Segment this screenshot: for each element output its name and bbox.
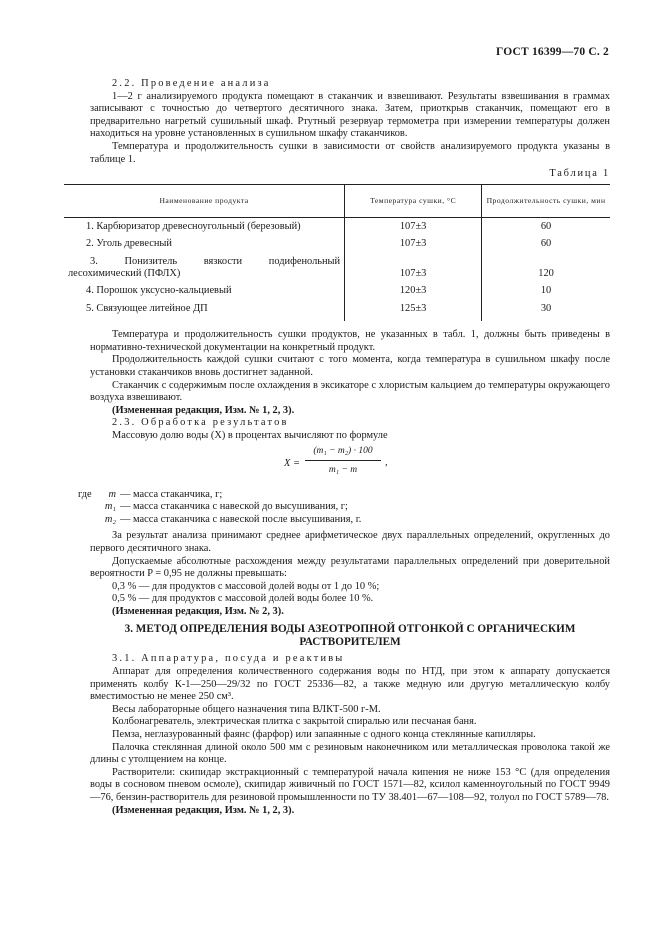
paragraph: Растворители: скипидар экстракционный с температурой начала кипения не ниже 153 °С (для определения воды в сосновом пневом осмоле), скипидар живичный по ГОСТ 1571—82, ксилол каменноугольный по ГОСТ 9949—76, бензин-растворитель для резиновой промышленности по ТУ 38.401—67—108—92, толуол по ГОСТ 5789—78.: [90, 766, 610, 803]
formula-denominator: m₁ − m: [328, 465, 358, 476]
paragraph: Весы лабораторные общего назначения типа ВЛКТ-500 г-М.: [112, 703, 381, 715]
duration-cell: 10: [482, 282, 610, 299]
amendment-note: (Измененная редакция, Изм. № 1, 2, 3).: [112, 804, 295, 816]
formula-fraction: [305, 445, 381, 477]
paragraph: Пемза, неглазурованный фаянс (фарфор) или запаянные с одного конца стеклянные капилляры.: [112, 729, 536, 741]
definition-symbol: m: [108, 488, 116, 500]
table-header-row: [64, 184, 610, 217]
definition-row: [78, 488, 610, 502]
definition-text: — масса стаканчика с навеской до высушивания, г;: [120, 501, 348, 513]
temperature-cell: 107±3: [345, 235, 482, 252]
table-row: [64, 300, 610, 321]
definition-symbol: m₁: [104, 501, 116, 513]
table-row: [64, 235, 610, 252]
paragraph: Стаканчик с содержимым после охлаждения в эксикаторе с хлористым кальцием до температуры окружающего воздуха взвешивают.: [90, 379, 610, 404]
table-header-cell: Температура сушки, °С: [345, 184, 482, 217]
section-3-title: 3. МЕТОД ОПРЕДЕЛЕНИЯ ВОДЫ АЗЕОТРОПНОЙ ОТГОНКОЙ С ОРГАНИЧЕСКИМ РАСТВОРИТЕЛЕМ: [124, 623, 576, 649]
table-header-cell: Наименование продукта: [64, 184, 345, 217]
product-name-cell: 3. Понизитель вязкости подифенольный лесохимический (ПФЛХ): [68, 255, 341, 279]
duration-cell: 120: [482, 253, 610, 283]
temperature-cell: 125±3: [345, 300, 482, 321]
water-fraction-formula: [90, 445, 610, 487]
formula-lhs: X =: [284, 457, 300, 469]
temperature-cell: 120±3: [345, 282, 482, 299]
product-name-cell: 2. Уголь древесный: [86, 238, 172, 250]
amendment-note: (Измененная редакция, Изм. № 1, 2, 3).: [112, 404, 295, 416]
section-2-3-title: 2.3. Обработка результатов: [112, 417, 289, 429]
list-item: 0,3 % — для продуктов с массовой долей воды от 1 до 10 %;: [112, 580, 380, 592]
definition-row: [90, 514, 610, 527]
product-name-cell: 4. Порошок уксусно-кальциевый: [86, 285, 232, 297]
formula-tail: ,: [385, 456, 388, 468]
duration-cell: 60: [482, 217, 610, 235]
paragraph: За результат анализа принимают среднее арифметическое двух параллельных определений, округленных до первого десятичного знака.: [90, 530, 610, 554]
paragraph: Массовую долю воды (X) в процентах вычисляют по формуле: [112, 429, 388, 441]
table-row: [64, 282, 610, 299]
definition-row: [90, 501, 610, 514]
paragraph: Палочка стеклянная длиной около 500 мм с резиновым наконечником или металлическая проволока такой же длины с утолщением на конце.: [90, 741, 610, 766]
formula-numerator: (m₁ − m₂) · 100: [313, 445, 373, 456]
section-2-2-title: 2.2. Проведение анализа: [112, 78, 271, 89]
definition-symbol: m₂: [104, 513, 116, 525]
paragraph: Допускаемые абсолютные расхождения между результатами параллельных определений при доверительной вероятности P = 0,95 не должны превышать:: [90, 555, 610, 580]
list-item: 0,5 % — для продуктов с массовой долей воды более 10 %.: [112, 593, 374, 605]
duration-cell: 30: [482, 300, 610, 321]
definition-prefix-text: где: [78, 488, 92, 500]
paragraph: Температура и продолжительность сушки продуктов, не указанных в табл. 1, должны быть приведены в нормативно-технической документации на конкретный продукт.: [90, 329, 610, 353]
drying-table: [64, 184, 610, 321]
table-header-cell: Продолжительность сушки, мин: [482, 184, 610, 217]
temperature-cell: 107±3: [345, 217, 482, 235]
paragraph: Аппарат для определения количественного содержания воды по НТД, при этом к аппарату допускается применять колбу К-1—250—29/32 по ГОСТ 25336—82, а также медную или другую металлическую колбу вместимостью не менее 250 см³.: [90, 666, 610, 703]
paragraph: Колбонагреватель, электрическая плитка с закрытой спиралью или песчаная баня.: [112, 716, 477, 728]
duration-cell: 60: [482, 235, 610, 252]
product-name-cell: 1. Карбюризатор древесноугольный (березовый): [86, 220, 301, 232]
paragraph: 1—2 г анализируемого продукта помещают в стаканчик и взвешивают. Результаты взвешивания в граммах записывают с точностью до четвертого десятичного знака. Затем, приоткрыв стаканчик, помещают его в предварительно нагретый сушильный шкаф. Ртутный резервуар термометра при измерении температуры должен находиться на уровне установленных в сушильном шкафу стаканчиков.: [90, 90, 610, 140]
page-header: ГОСТ 16399—70 С. 2: [496, 46, 609, 58]
page-content: [68, 78, 610, 817]
table-row: [64, 253, 610, 283]
product-name-cell: 5. Связующее литейное ДП: [86, 302, 208, 314]
table-caption: Таблица 1: [549, 168, 610, 180]
definition-text: — масса стаканчика, г;: [120, 488, 223, 500]
temperature-cell: 107±3: [345, 253, 482, 283]
paragraph: Температура и продолжительность сушки в зависимости от свойств анализируемого продукта указаны в таблице 1.: [90, 140, 610, 165]
fraction-bar: [305, 460, 381, 461]
section-3-1-title: 3.1. Аппаратура, посуда и реактивы: [112, 653, 345, 665]
table-row: [64, 217, 610, 235]
amendment-note: (Измененная редакция, Изм. № 2, 3).: [112, 605, 284, 617]
definition-text: — масса стаканчика с навеской после высушивания, г.: [120, 513, 362, 525]
paragraph: Продолжительность каждой сушки считают с того момента, когда температура в сушильном шкафу после установки стаканчиков вновь достигнет заданной.: [90, 354, 610, 378]
